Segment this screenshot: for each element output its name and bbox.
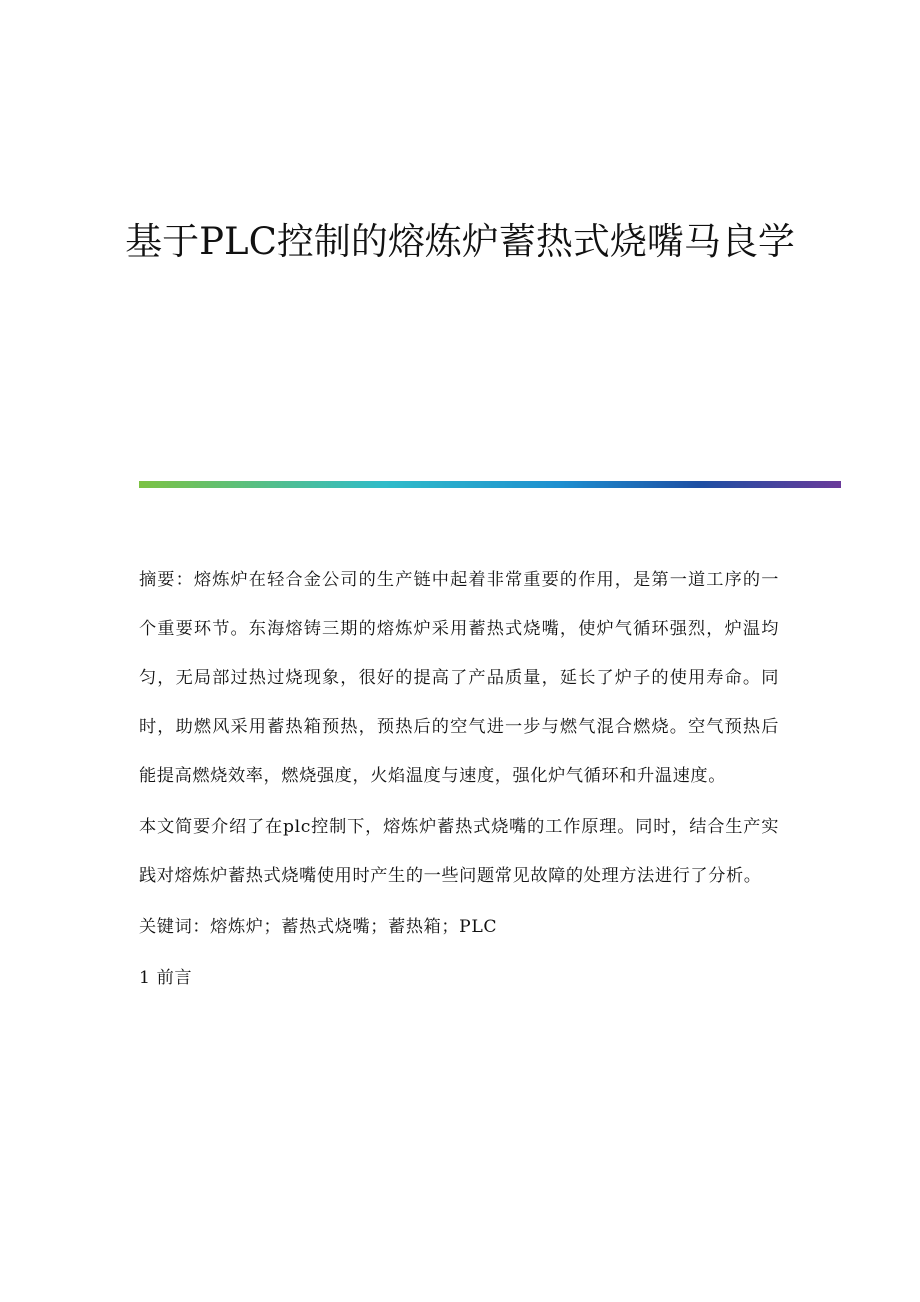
section-heading: 1 前言 (139, 968, 193, 988)
gradient-divider (139, 481, 841, 488)
document-title: 基于PLC控制的熔炼炉蓄热式烧嘴马良学 (125, 220, 795, 263)
keywords-paragraph: 关键词：熔炼炉；蓄热式烧嘴；蓄热箱；PLC (139, 917, 498, 937)
document-body (139, 556, 779, 1003)
abstract-paragraph: 摘要：熔炼炉在轻合金公司的生产链中起着非常重要的作用，是第一道工序的一个重要环节。东海熔铸三期的熔炼炉采用蓄热式烧嘴，使炉气循环强烈，炉温均匀，无局部过热过烧现象，很好的提高了产品质量，延长了炉子的使用寿命。同时，助燃风采用蓄热箱预热，预热后的空气进一步与燃气混合燃烧。空气预热后能提高燃烧效率，燃烧强度，火焰温度与速度，强化炉气循环和升温速度。 (139, 570, 779, 786)
summary-paragraph: 本文简要介绍了在plc控制下，熔炼炉蓄热式烧嘴的工作原理。同时，结合生产实践对熔炼炉蓄热式烧嘴使用时产生的一些问题常见故障的处理方法进行了分析。 (139, 817, 779, 886)
